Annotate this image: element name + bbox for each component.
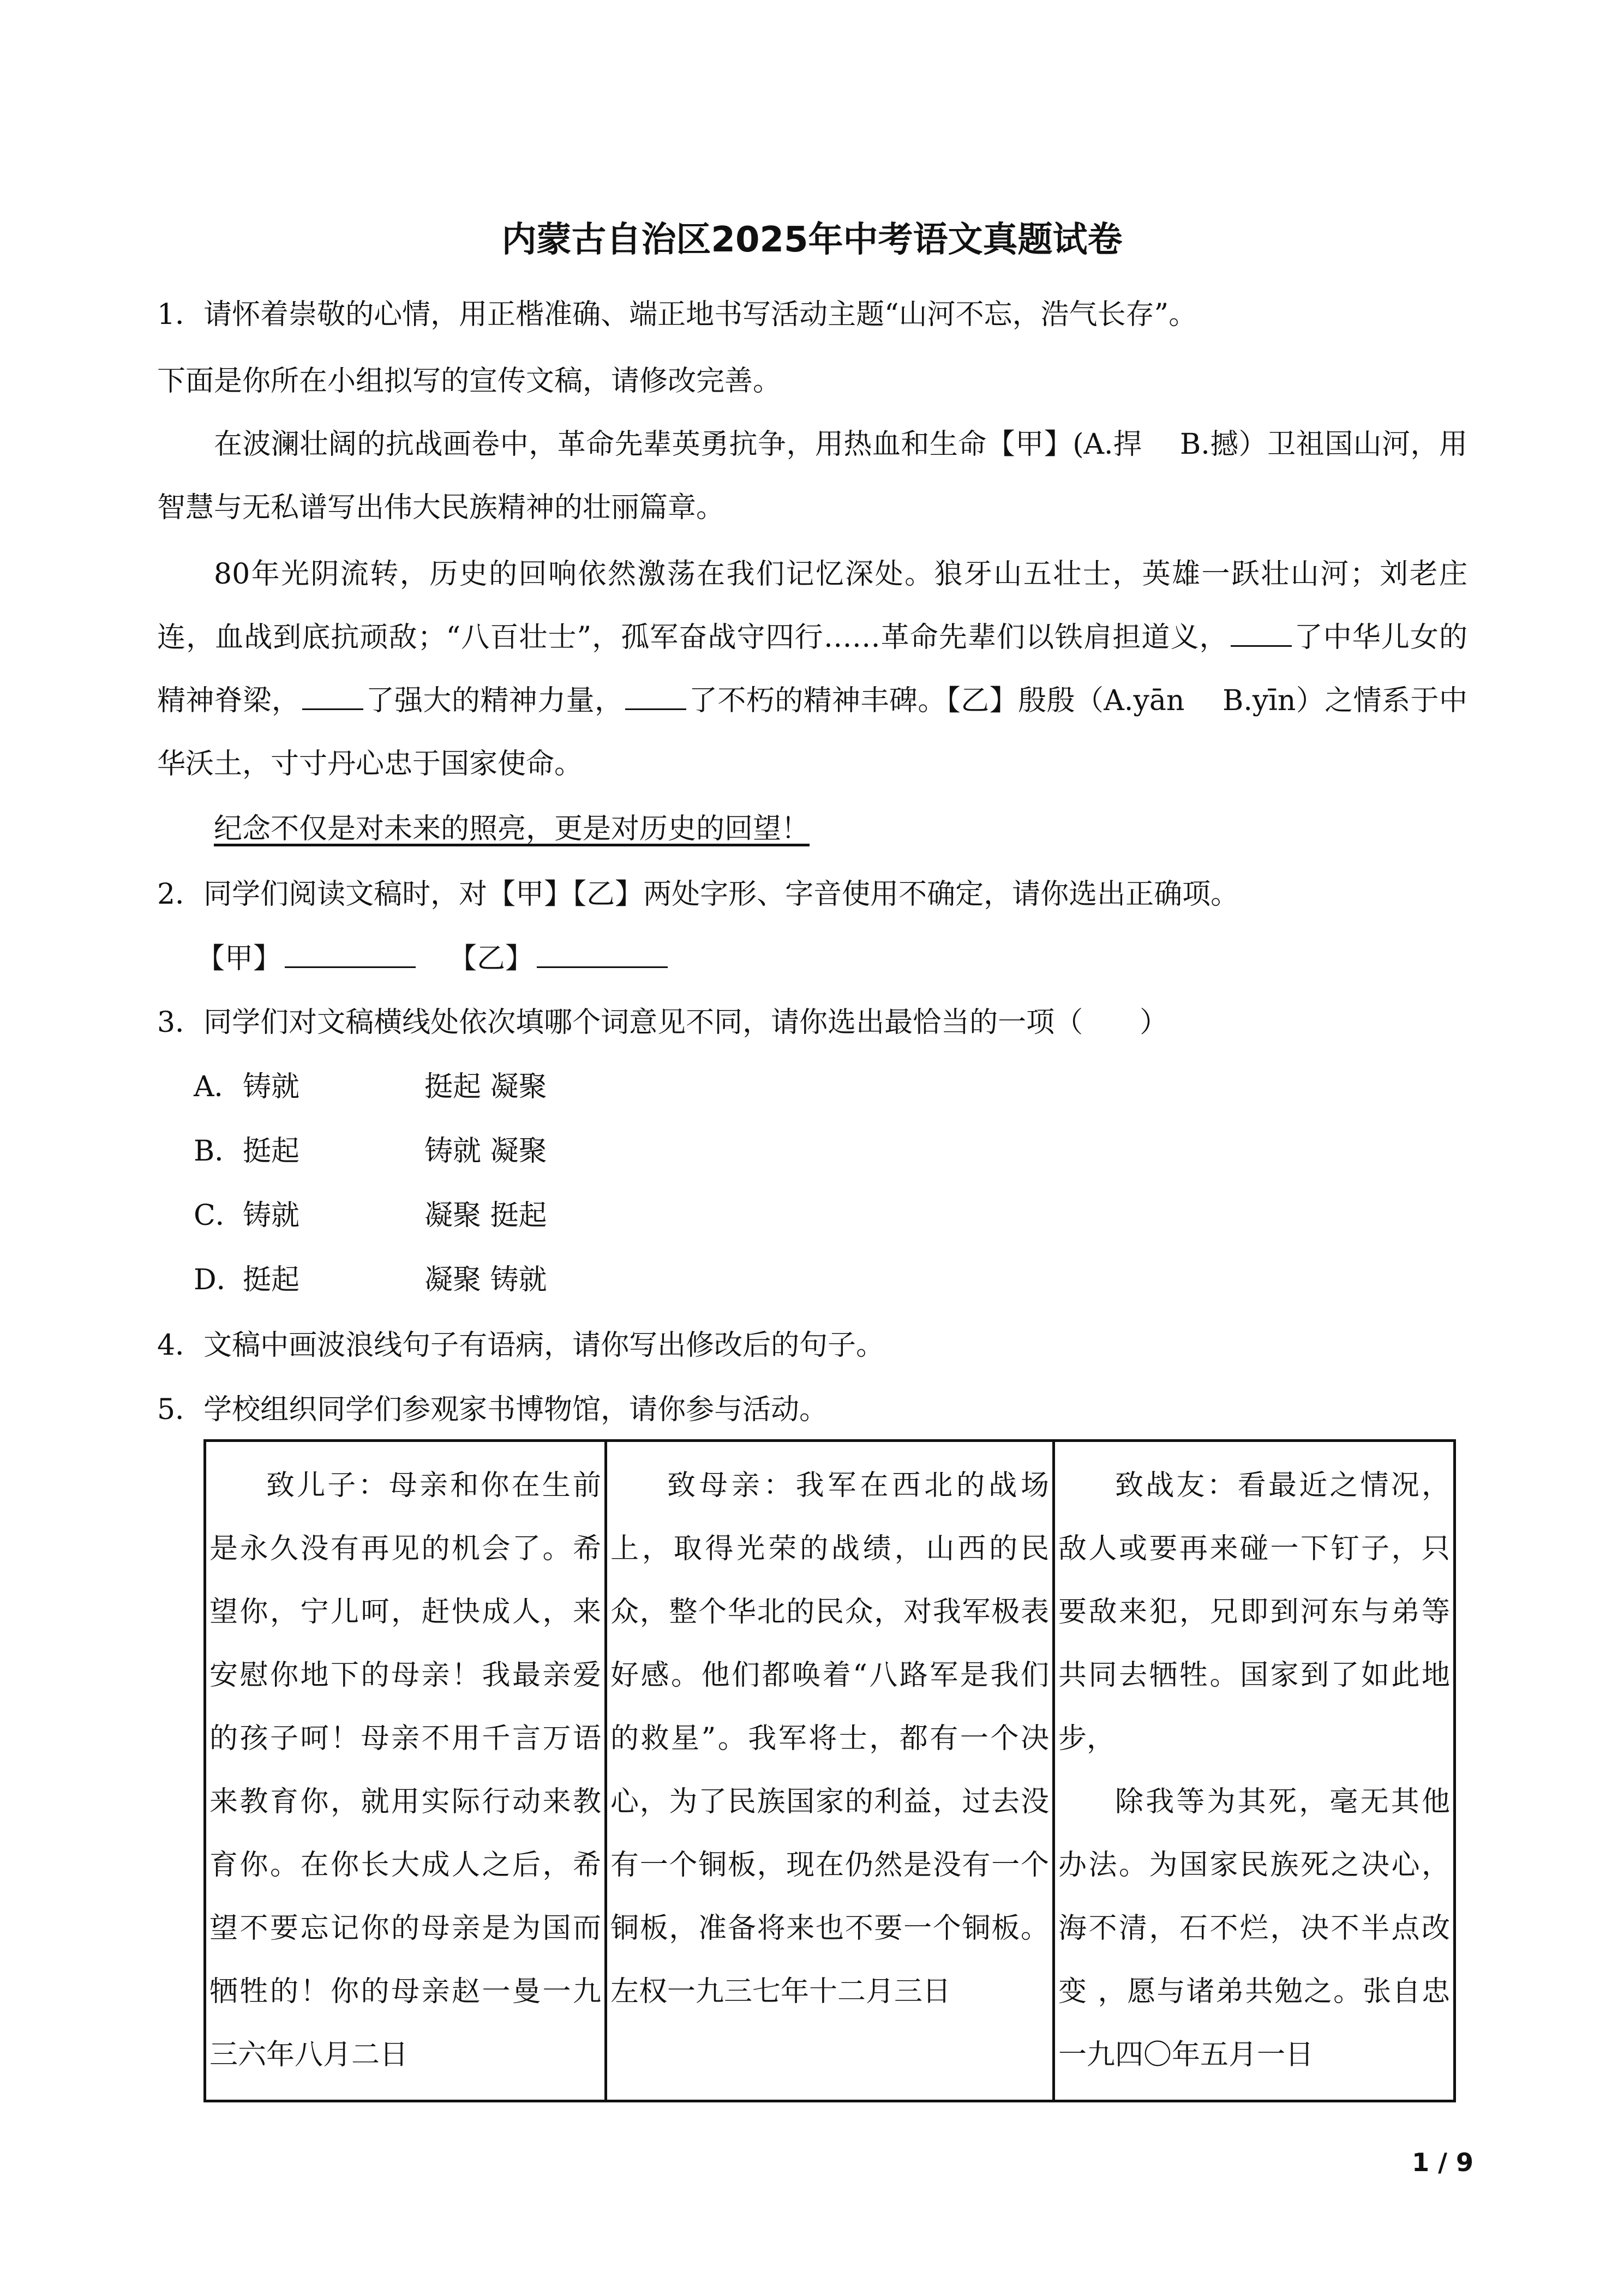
question-1 (157, 296, 1197, 334)
answer-line-q2 (196, 939, 668, 978)
letter-text-continued: 除我等为其死，毫无其他办法。为国家民族死之决心，海不清，石不烂，决不半点改变 ，愿与诸弟共勉之。张自忠一九四〇年五月一日 (1058, 1786, 1450, 2071)
letter-cell-zhang-zizhong (1054, 1441, 1455, 2101)
draft-paragraph-3-wavy-line: 纪念不仅是对未来的照亮，更是对历史的回望！ (214, 813, 810, 845)
option-a: A． 铸就 挺起 凝聚 (194, 1071, 547, 1103)
question-4 (157, 1326, 884, 1365)
letter-text: 致母亲：我军在西北的战场上，取得光荣的战绩，山西的民众，整个华北的民众，对我军极表好感。他们都唤着“八路军是我们的救星”。我军将士，都有一个决心，为了民族国家的利益，过去没有一个铜板，现在仍然是没有一个铜板，准备将来也不要一个铜板。左权一九三七年十二月三日 (610, 1469, 1049, 2008)
page-title: 内蒙古自治区2025年中考语文真题试卷 (501, 220, 1123, 260)
letter-cell-zhao-yiman (205, 1441, 606, 2101)
question-number: 3． (157, 1006, 204, 1039)
question-text: 文稿中画波浪线句子有语病，请你写出修改后的句子。 (203, 1329, 885, 1362)
page-number: 1 / 9 (1412, 2148, 1473, 2177)
draft-paragraph-2: 80年光阴流转，历史的回响依然激荡在我们记忆深处。狼牙山五壮士，英雄一跃壮山河；刘老庄连，血战到底抗顽敌；“八百壮士”，孤军奋战守四行……革命先辈们以铁肩担道义， 了中华儿女的精神脊梁， 了强大的精神力量， 了不朽的精神丰碑。【乙】殷殷（A.yān B.yīn）之情系于中华沃土，寸寸丹心忠于国家使命。 (157, 558, 1467, 780)
question-number: 4． (157, 1329, 204, 1362)
letter-text: 致战友：看最近之情况，敌人或要再来碰一下钉子，只要敌来犯，兄即到河东与弟等共同去牺牲。国家到了如此地步， (1058, 1469, 1450, 1755)
question-text: 学校组织同学们参观家书博物馆，请你参与活动。 (203, 1393, 828, 1426)
yi-label: 【乙】 (448, 942, 534, 975)
option-b: B． 挺起 铸就 凝聚 (194, 1135, 547, 1168)
question-5 (157, 1391, 828, 1429)
fill-blank-3 (625, 681, 686, 710)
option-c: C． 铸就 凝聚 挺起 (194, 1199, 547, 1232)
question-number: 1． (157, 298, 204, 331)
draft-intro: 下面是你所在小组拟写的宣传文稿，请修改完善。 (157, 365, 782, 398)
draft-paragraph-1: 在波澜壮阔的抗战画卷中，革命先辈英勇抗争，用热血和生命【甲】(A.捍 B.撼）卫祖国山河，用智慧与无私谱写出伟大民族精神的壮丽篇章。 (157, 428, 1467, 524)
yi-answer-blank (537, 939, 668, 968)
jia-label: 【甲】 (196, 942, 282, 975)
question-text: 同学们阅读文稿时，对【甲】【乙】两处字形、字音使用不确定，请你选出正确项。 (203, 878, 1239, 911)
question-2 (157, 875, 1239, 913)
question-text: 同学们对文稿横线处依次填哪个词意见不同，请你选出最恰当的一项（ ） (203, 1006, 1168, 1039)
question-3 (157, 1003, 1168, 1042)
question-number: 5． (157, 1393, 204, 1426)
letter-text: 致儿子：母亲和你在生前是永久没有再见的机会了。希望你，宁儿呵，赶快成人，来安慰你地下的母亲！我最亲爱的孩子呵！母亲不用千言万语来教育你，就用实际行动来教育你。在你长大成人之后，希望不要忘记你的母亲是为国而牺牲的！你的母亲赵一曼一九三六年八月二日 (209, 1469, 601, 2071)
letter-cell-zuo-quan (606, 1441, 1054, 2101)
option-d: D． 挺起 凝聚 铸就 (194, 1264, 547, 1296)
jia-answer-blank (285, 939, 416, 968)
fill-blank-1 (1231, 618, 1292, 647)
family-letters-table (203, 1439, 1456, 2102)
fill-blank-2 (302, 681, 363, 710)
question-text: 请怀着崇敬的心情，用正楷准确、端正地书写活动主题“山河不忘，浩气长存”。 (203, 298, 1197, 331)
question-number: 2． (157, 878, 204, 911)
